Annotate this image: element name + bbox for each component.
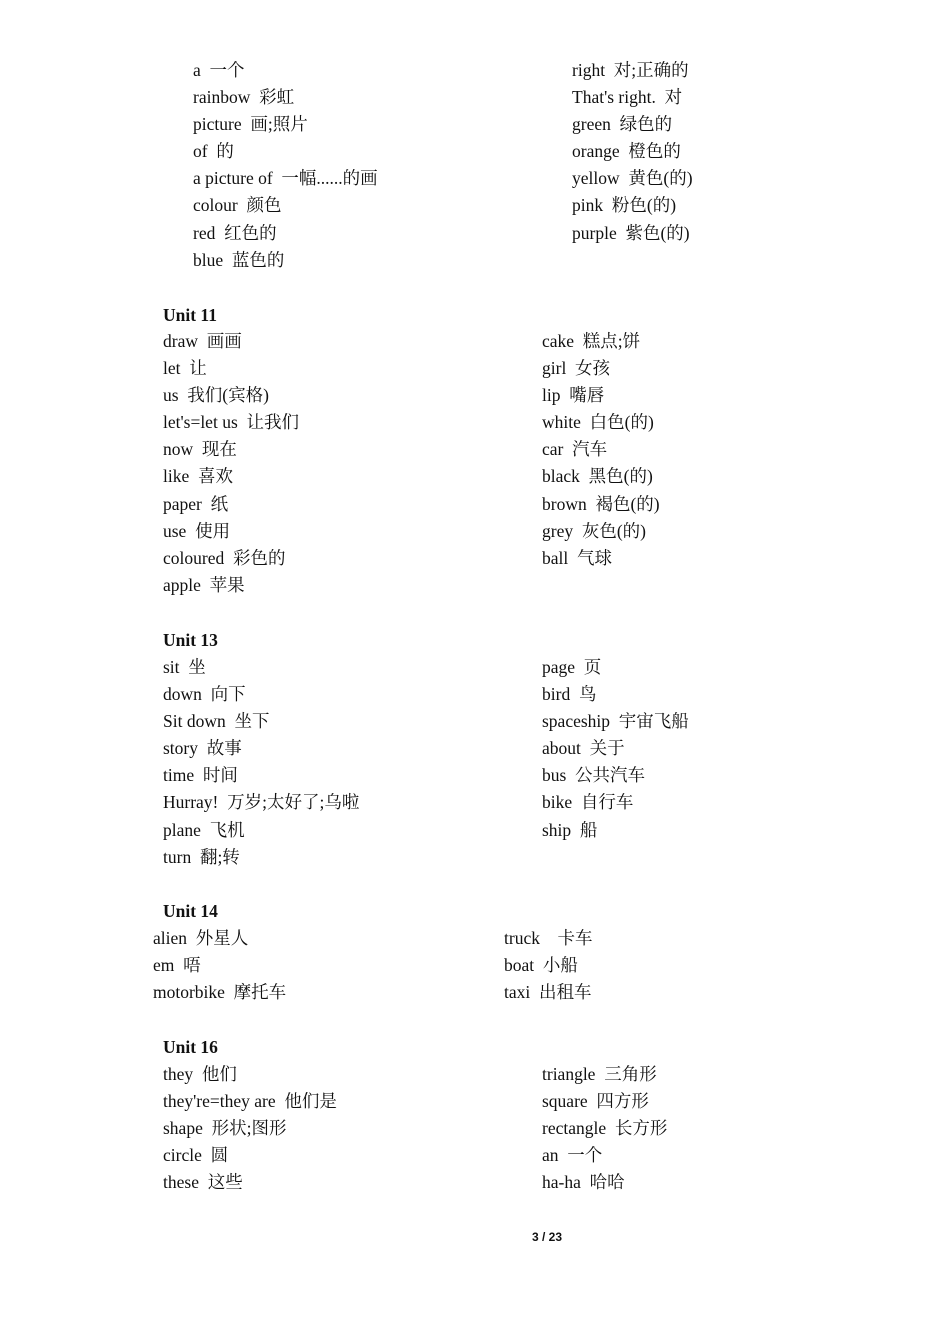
vocab-entry: red 红色的 <box>193 222 277 243</box>
vocab-entry: ship 船 <box>542 819 598 840</box>
vocab-entry: motorbike 摩托车 <box>153 982 287 1003</box>
vocab-entry: an 一个 <box>542 1145 603 1166</box>
vocab-entry: car 汽车 <box>542 439 608 460</box>
vocab-entry: spaceship 宇宙飞船 <box>542 711 689 732</box>
vocab-entry: bird 鸟 <box>542 684 597 705</box>
vocab-entry: em 唔 <box>153 955 201 976</box>
vocab-entry: circle 圆 <box>163 1145 229 1166</box>
unit-11-right-column <box>542 328 660 572</box>
vocab-entry: Hurray! 万岁;太好了;乌啦 <box>163 792 360 813</box>
vocab-entry: purple 紫色(的) <box>572 222 690 243</box>
vocab-entry: time 时间 <box>163 765 238 786</box>
vocab-entry: let's=let us 让我们 <box>163 412 300 433</box>
vocab-entry: green 绿色的 <box>572 114 673 135</box>
vocab-entry: rainbow 彩虹 <box>193 87 295 108</box>
top-left-column <box>193 57 378 274</box>
vocab-entry: colour 颜色 <box>193 195 282 216</box>
vocab-entry: white 白色(的) <box>542 412 654 433</box>
unit-13-right-column <box>542 654 689 844</box>
vocab-entry: down 向下 <box>163 684 246 705</box>
vocab-entry: rectangle 长方形 <box>542 1118 668 1139</box>
vocab-entry: pink 粉色(的) <box>572 195 677 216</box>
vocab-entry: bus 公共汽车 <box>542 765 646 786</box>
vocab-entry: like 喜欢 <box>163 466 233 487</box>
vocab-entry: they 他们 <box>163 1064 237 1084</box>
vocab-entry: apple 苹果 <box>163 574 245 595</box>
vocab-entry: coloured 彩色的 <box>163 547 286 568</box>
vocab-entry: black 黑色(的) <box>542 466 653 487</box>
vocab-entry: use 使用 <box>163 520 231 541</box>
vocab-entry: these 这些 <box>163 1172 243 1193</box>
vocab-entry: story 故事 <box>163 738 242 759</box>
unit-16-left-column <box>163 1061 337 1196</box>
vocab-entry: ball 气球 <box>542 547 612 568</box>
vocab-entry: page 页 <box>542 657 602 677</box>
vocab-entry: cake 糕点;饼 <box>542 331 641 351</box>
vocab-entry: plane 飞机 <box>163 819 245 840</box>
vocab-entry: taxi 出租车 <box>504 982 592 1003</box>
vocab-entry: shape 形状;图形 <box>163 1118 287 1139</box>
vocab-entry: right 对;正确的 <box>572 60 689 80</box>
vocab-entry: lip 嘴唇 <box>542 385 605 406</box>
unit-14-right-column <box>504 925 592 1006</box>
vocab-entry: let 让 <box>163 358 207 379</box>
vocab-entry: blue 蓝色的 <box>193 249 285 270</box>
vocab-entry: paper 纸 <box>163 493 229 514</box>
vocab-entry: Sit down 坐下 <box>163 711 270 732</box>
unit-16-right-column <box>542 1061 667 1196</box>
unit-11-left-column <box>163 328 299 599</box>
unit-16-heading: Unit 16 <box>163 1037 218 1057</box>
vocab-entry: alien 外星人 <box>153 928 249 948</box>
vocab-entry: a picture of 一幅......的画 <box>193 168 378 189</box>
vocab-entry: truck 卡车 <box>504 928 593 948</box>
vocab-entry: yellow 黄色(的) <box>572 168 693 189</box>
unit-13-left-column <box>163 654 359 871</box>
vocab-entry: turn 翻;转 <box>163 846 240 867</box>
vocab-entry: bike 自行车 <box>542 792 634 813</box>
vocab-entry: orange 橙色的 <box>572 141 681 162</box>
unit-14-heading: Unit 14 <box>163 901 218 921</box>
vocab-entry: grey 灰色(的) <box>542 520 647 541</box>
vocab-entry: square 四方形 <box>542 1091 649 1112</box>
vocab-entry: picture 画;照片 <box>193 114 308 135</box>
vocab-entry: draw 画画 <box>163 331 242 351</box>
unit-14-left-column <box>153 925 286 1006</box>
vocab-entry: now 现在 <box>163 439 237 460</box>
vocab-entry: they're=they are 他们是 <box>163 1091 337 1112</box>
vocab-entry: girl 女孩 <box>542 358 611 379</box>
vocab-entry: sit 坐 <box>163 657 206 677</box>
vocab-entry: That's right. 对 <box>572 87 683 108</box>
unit-11-heading: Unit 11 <box>163 305 217 325</box>
vocab-entry: about 关于 <box>542 738 625 759</box>
unit-13-heading: Unit 13 <box>163 630 218 650</box>
vocab-entry: triangle 三角形 <box>542 1064 657 1084</box>
vocab-entry: of 的 <box>193 141 234 162</box>
top-right-column <box>572 57 693 247</box>
vocab-entry: boat 小船 <box>504 955 578 976</box>
page-number: 3 / 23 <box>531 1230 563 1244</box>
vocab-entry: us 我们(宾格) <box>163 385 269 406</box>
vocab-entry: brown 褐色(的) <box>542 493 660 514</box>
vocab-entry: ha-ha 哈哈 <box>542 1172 625 1193</box>
vocab-entry: a 一个 <box>193 60 245 80</box>
